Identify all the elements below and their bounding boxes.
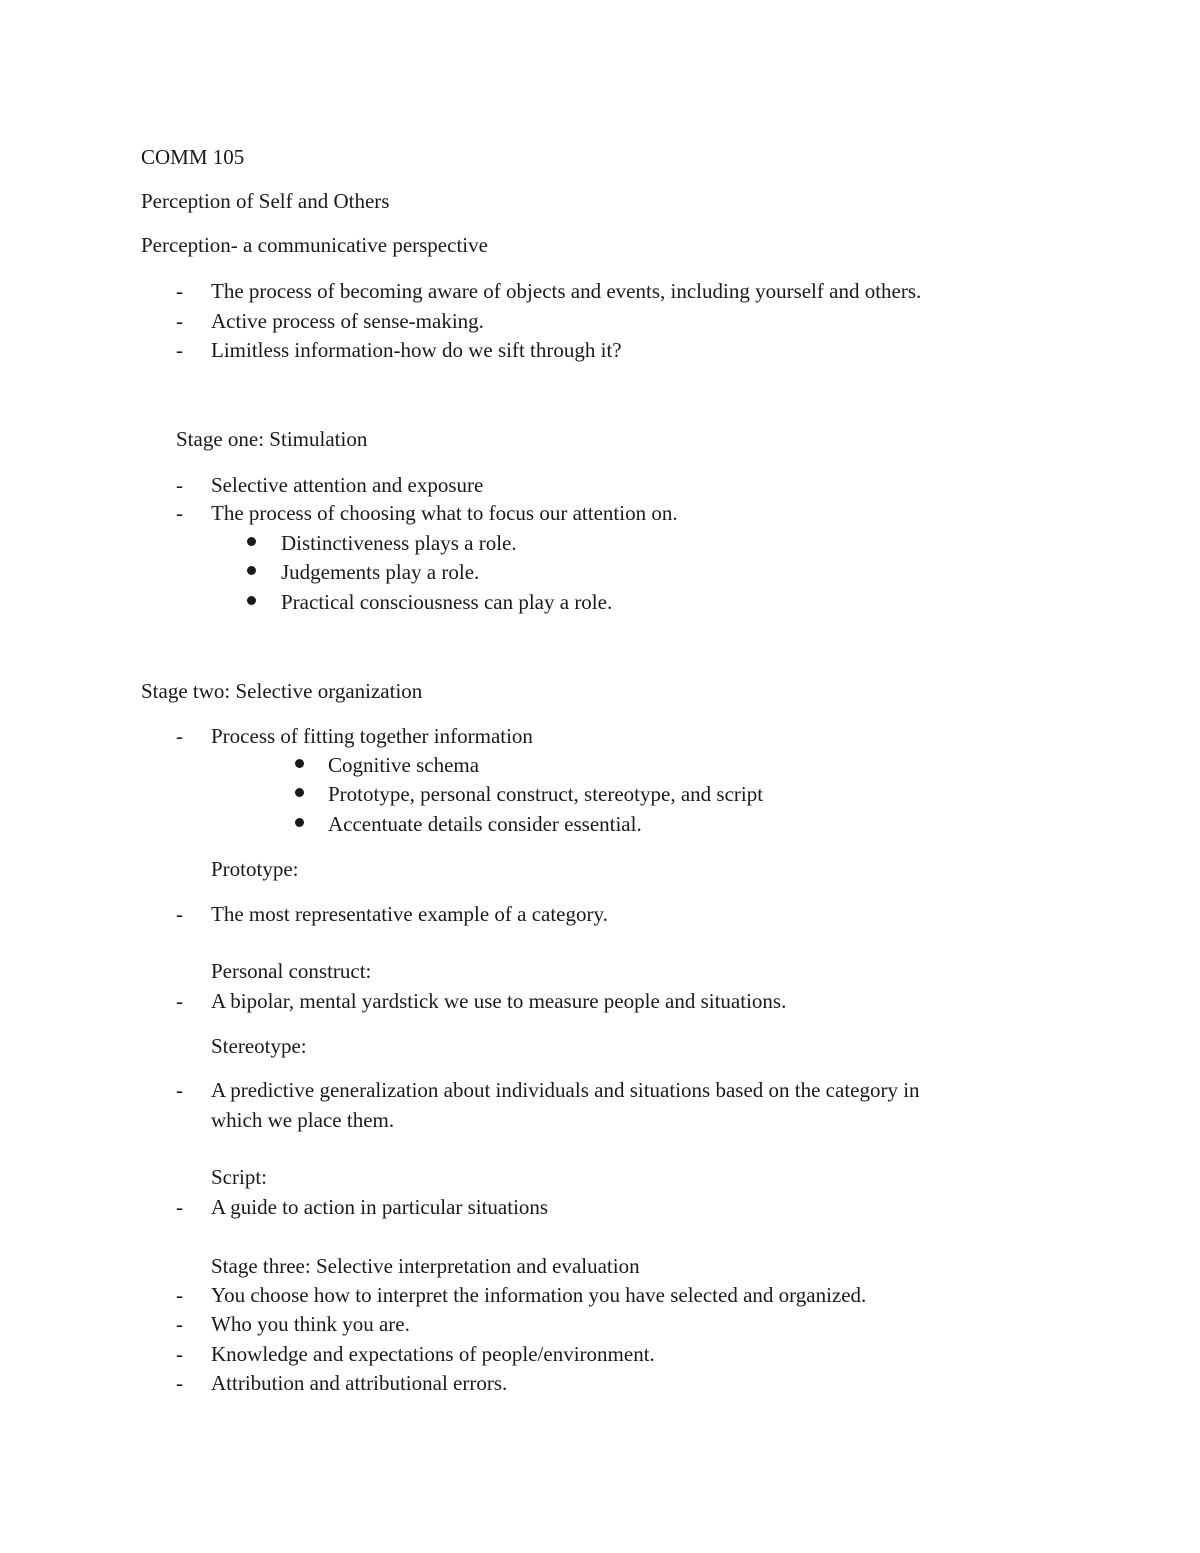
list-dash: - [176, 1195, 183, 1219]
list-dash: - [176, 902, 183, 926]
list-dash: - [176, 338, 183, 362]
prototype-label: Prototype: [211, 857, 299, 881]
list-item: Attribution and attributional errors. [211, 1371, 508, 1395]
course-title: COMM 105 [141, 145, 245, 169]
personal-construct-label: Personal construct: [211, 959, 372, 983]
bullet-item: Cognitive schema [328, 753, 480, 777]
stereotype-label: Stereotype: [211, 1034, 307, 1058]
list-item: Limitless information-how do we sift through it? [211, 338, 622, 362]
bullet-item: Prototype, personal construct, stereotype, and script [328, 782, 764, 806]
list-item: You choose how to interpret the information you have selected and organized. [211, 1283, 867, 1307]
stereotype-definition-line1: A predictive generalization about individuals and situations based on the category in [211, 1078, 920, 1102]
topic-title: Perception of Self and Others [141, 189, 390, 213]
list-item: Who you think you are. [211, 1312, 410, 1336]
list-item: The process of becoming aware of objects and events, including yourself and others. [211, 279, 922, 303]
prototype-definition: The most representative example of a category. [211, 902, 608, 926]
list-dash: - [176, 309, 183, 333]
bullet-icon [295, 788, 304, 797]
list-item: Selective attention and exposure [211, 473, 484, 497]
list-dash: - [176, 724, 183, 748]
list-dash: - [176, 1078, 183, 1102]
bullet-icon [247, 596, 256, 605]
stage-one-title: Stage one: Stimulation [176, 427, 368, 451]
list-dash: - [176, 279, 183, 303]
bullet-item: Judgements play a role. [281, 560, 480, 584]
list-dash: - [176, 1312, 183, 1336]
list-dash: - [176, 1283, 183, 1307]
list-dash: - [176, 473, 183, 497]
list-dash: - [176, 1342, 183, 1366]
section-heading: Perception- a communicative perspective [141, 233, 488, 257]
list-dash: - [176, 989, 183, 1013]
stage-two-title: Stage two: Selective organization [141, 679, 423, 703]
bullet-item: Accentuate details consider essential. [328, 812, 642, 836]
personal-construct-definition: A bipolar, mental yardstick we use to measure people and situations. [211, 989, 787, 1013]
bullet-item: Distinctiveness plays a role. [281, 531, 517, 555]
bullet-icon [295, 759, 304, 768]
stereotype-definition-line2: which we place them. [211, 1108, 395, 1132]
bullet-icon [247, 566, 256, 575]
list-item: Knowledge and expectations of people/environment. [211, 1342, 655, 1366]
list-item: Process of fitting together information [211, 724, 533, 748]
bullet-icon [295, 818, 304, 827]
bullet-icon [247, 537, 256, 546]
list-dash: - [176, 501, 183, 525]
list-dash: - [176, 1371, 183, 1395]
bullet-item: Practical consciousness can play a role. [281, 590, 613, 614]
stage-three-title: Stage three: Selective interpretation and evaluation [211, 1254, 640, 1278]
script-definition: A guide to action in particular situations [211, 1195, 549, 1219]
list-item: The process of choosing what to focus our attention on. [211, 501, 678, 525]
list-item: Active process of sense-making. [211, 309, 484, 333]
script-label: Script: [211, 1165, 267, 1189]
